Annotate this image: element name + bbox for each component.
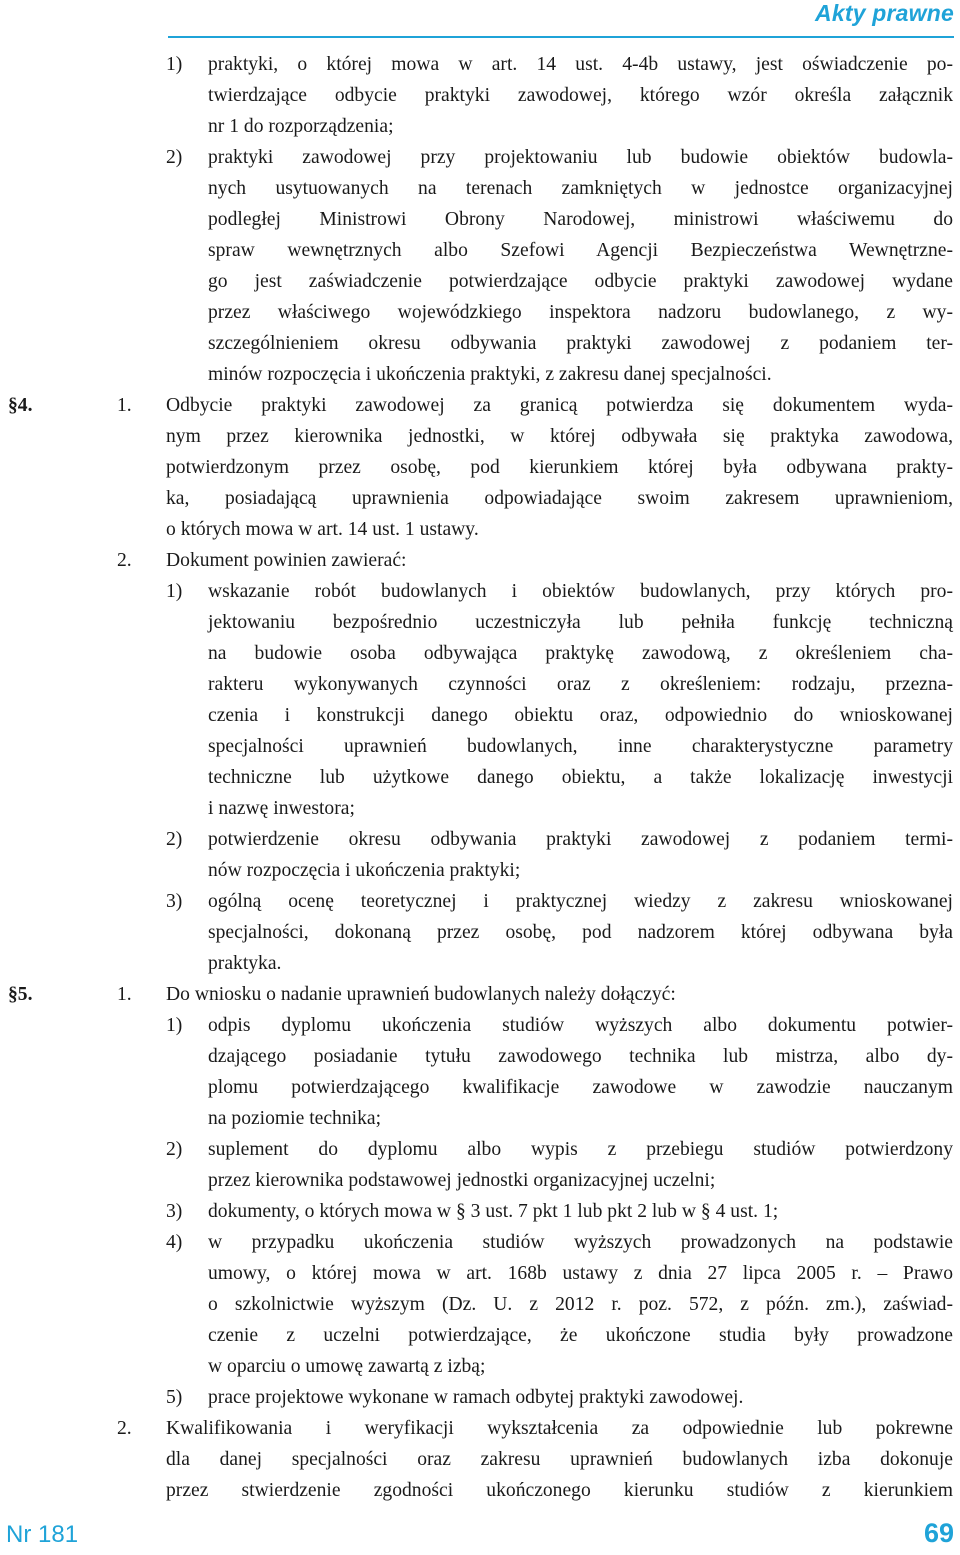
body-text: czenia i konstrukcji danego obiektu oraz, odpowiednio do wnioskowanej — [208, 705, 953, 726]
text-line — [0, 1475, 960, 1506]
header-divider — [168, 36, 954, 38]
body-text: wskazanie robót budowlanych i obiektów budowlanych, przy których pro- — [208, 581, 953, 602]
body-text: specjalności, dokonaną przez osobę, pod nadzorem której odbywana była — [208, 922, 953, 943]
text-line — [0, 142, 960, 173]
body-text: praktyki zawodowej przy projektowaniu lub budowie obiektów budowla- — [208, 147, 953, 168]
body-text: podległej Ministrowi Obrony Narodowej, ministrowi właściwemu do — [208, 209, 953, 230]
text-line — [0, 545, 960, 576]
list-item-number: 3) — [166, 891, 183, 912]
body-text: czenie z uczelni potwierdzające, że ukończone studia były prowadzone — [208, 1325, 953, 1346]
body-text: ogólną ocenę teoretycznej i praktycznej wiedzy z zakresu wnioskowanej — [208, 891, 953, 912]
text-line — [0, 1072, 960, 1103]
text-line — [0, 948, 960, 979]
text-line — [0, 1010, 960, 1041]
body-text: praktyka. — [208, 953, 282, 974]
body-text: na budowie osoba odbywająca praktykę zawodową, z określeniem cha- — [208, 643, 953, 664]
body-text: rakteru wykonywanych czynności oraz z określeniem: rodzaju, przezna- — [208, 674, 953, 695]
list-item-number: 1) — [166, 54, 183, 75]
body-text: suplement do dyplomu albo wypis z przebiegu studiów potwierdzony — [208, 1139, 953, 1160]
text-line — [0, 80, 960, 111]
text-line — [0, 1320, 960, 1351]
body-text: prace projektowe wykonane w ramach odbytej praktyki zawodowej. — [208, 1387, 744, 1408]
body-text: Dokument powinien zawierać: — [166, 550, 407, 571]
text-line — [0, 1196, 960, 1227]
text-line — [0, 1165, 960, 1196]
text-line — [0, 328, 960, 359]
body-text: praktyki, o której mowa w art. 14 ust. 4-4b ustawy, jest oświadczenie po- — [208, 54, 953, 75]
text-line — [0, 855, 960, 886]
text-line — [0, 514, 960, 545]
body-text: dzającego posiadanie tytułu zawodowego technika lub mistrza, albo dy- — [208, 1046, 953, 1067]
body-text: szczególnieniem okresu odbywania praktyki zawodowej z podaniem ter- — [208, 333, 953, 354]
list-item-number: 2) — [166, 147, 183, 168]
text-line — [0, 1382, 960, 1413]
text-line — [0, 1227, 960, 1258]
text-line — [0, 235, 960, 266]
body-text: spraw wewnętrznych albo Szefowi Agencji Bezpieczeństwa Wewnętrzne- — [208, 240, 953, 261]
body-text: i nazwę inwestora; — [208, 798, 355, 819]
body-text: Kwalifikowania i weryfikacji wykształcenia za odpowiednie lub pokrewne — [166, 1418, 953, 1439]
text-line — [0, 1444, 960, 1475]
body-text: Do wniosku o nadanie uprawnień budowlanych należy dołączyć: — [166, 984, 676, 1005]
text-line — [0, 1041, 960, 1072]
text-line — [0, 638, 960, 669]
body-text: plomu potwierdzającego kwalifikacje zawodowe w zawodzie nauczanym — [208, 1077, 953, 1098]
body-text: potwierdzonym przez osobę, pod kierunkiem której była odbywana prakty- — [166, 457, 953, 478]
text-line — [0, 359, 960, 390]
text-line — [0, 886, 960, 917]
text-line — [0, 793, 960, 824]
text-line — [0, 979, 960, 1010]
body-text: go jest zaświadczenie potwierdzające odbycie praktyki zawodowej wydane — [208, 271, 953, 292]
section-number: §5. — [8, 984, 33, 1005]
text-line — [0, 483, 960, 514]
text-line — [0, 762, 960, 793]
body-text: specjalności uprawnień budowlanych, inne charakterystyczne parametry — [208, 736, 953, 757]
text-line — [0, 297, 960, 328]
body-text: nr 1 do rozporządzenia; — [208, 116, 394, 137]
body-text: dla danej specjalności oraz zakresu uprawnień budowlanych izba dokonuje — [166, 1449, 953, 1470]
body-text: jektowaniu bezpośrednio uczestniczyła lub pełniła funkcję techniczną — [208, 612, 953, 633]
text-line — [0, 1134, 960, 1165]
issue-number: Nr 181 — [6, 1521, 79, 1548]
body-text: na poziomie technika; — [208, 1108, 382, 1129]
text-line — [0, 669, 960, 700]
text-line — [0, 204, 960, 235]
body-text: przez właściwego wojewódzkiego inspektora nadzoru budowlanego, z wy- — [208, 302, 953, 323]
body-text: w oparciu o umowę zawartą z izbą; — [208, 1356, 486, 1377]
body-text: w przypadku ukończenia studiów wyższych prowadzonych na podstawie — [208, 1232, 953, 1253]
document-body — [0, 49, 960, 1506]
text-line — [0, 1413, 960, 1444]
body-text: o szkolnictwie wyższym (Dz. U. z 2012 r. poz. 572, z późn. zm.), zaświad- — [208, 1294, 953, 1315]
paragraph-number: 1. — [117, 395, 132, 416]
list-item-number: 2) — [166, 829, 183, 850]
text-line — [0, 452, 960, 483]
body-text: ka, posiadającą uprawnienia odpowiadające swoim zakresem uprawnieniom, — [166, 488, 953, 509]
body-text: potwierdzenie okresu odbywania praktyki zawodowej z podaniem termi- — [208, 829, 953, 850]
text-line — [0, 49, 960, 80]
text-line — [0, 731, 960, 762]
list-item-number: 1) — [166, 581, 183, 602]
section-number: §4. — [8, 395, 33, 416]
list-item-number: 3) — [166, 1201, 183, 1222]
list-item-number: 4) — [166, 1232, 183, 1253]
paragraph-number: 2. — [117, 1418, 132, 1439]
body-text: nych usytuowanych na terenach zamkniętych w jednostce organizacyjnej — [208, 178, 953, 199]
text-line — [0, 1258, 960, 1289]
body-text: o których mowa w art. 14 ust. 1 ustawy. — [166, 519, 479, 540]
body-text: umowy, o której mowa w art. 168b ustawy z dnia 27 lipca 2005 r. – Prawo — [208, 1263, 953, 1284]
body-text: nów rozpoczęcia i ukończenia praktyki; — [208, 860, 521, 881]
list-item-number: 5) — [166, 1387, 183, 1408]
text-line — [0, 824, 960, 855]
section-header-title: Akty prawne — [815, 0, 954, 26]
body-text: przez stwierdzenie zgodności ukończonego kierunku studiów z kierunkiem — [166, 1480, 953, 1501]
list-item-number: 2) — [166, 1139, 183, 1160]
paragraph-number: 2. — [117, 550, 132, 571]
body-text: przez kierownika podstawowej jednostki organizacyjnej uczelni; — [208, 1170, 716, 1191]
text-line — [0, 266, 960, 297]
text-line — [0, 1289, 960, 1320]
body-text: techniczne lub użytkowe danego obiektu, a także lokalizację inwestycji — [208, 767, 953, 788]
body-text: twierdzające odbycie praktyki zawodowej, którego wzór określa załącznik — [208, 85, 953, 106]
text-line — [0, 607, 960, 638]
text-line — [0, 173, 960, 204]
text-line — [0, 421, 960, 452]
text-line — [0, 1103, 960, 1134]
text-line — [0, 700, 960, 731]
page-number: 69 — [923, 1518, 954, 1548]
body-text: nym przez kierownika jednostki, w której odbywała się praktyka zawodowa, — [166, 426, 953, 447]
paragraph-number: 1. — [117, 984, 132, 1005]
text-line — [0, 1351, 960, 1382]
body-text: dokumenty, o których mowa w § 3 ust. 7 pkt 1 lub pkt 2 lub w § 4 ust. 1; — [208, 1201, 779, 1222]
body-text: minów rozpoczęcia i ukończenia praktyki, z zakresu danej specjalności. — [208, 364, 772, 385]
text-line — [0, 111, 960, 142]
text-line — [0, 917, 960, 948]
body-text: Odbycie praktyki zawodowej za granicą potwierdza się dokumentem wyda- — [166, 395, 953, 416]
text-line — [0, 390, 960, 421]
text-line — [0, 576, 960, 607]
body-text: odpis dyplomu ukończenia studiów wyższych albo dokumentu potwier- — [208, 1015, 953, 1036]
list-item-number: 1) — [166, 1015, 183, 1036]
